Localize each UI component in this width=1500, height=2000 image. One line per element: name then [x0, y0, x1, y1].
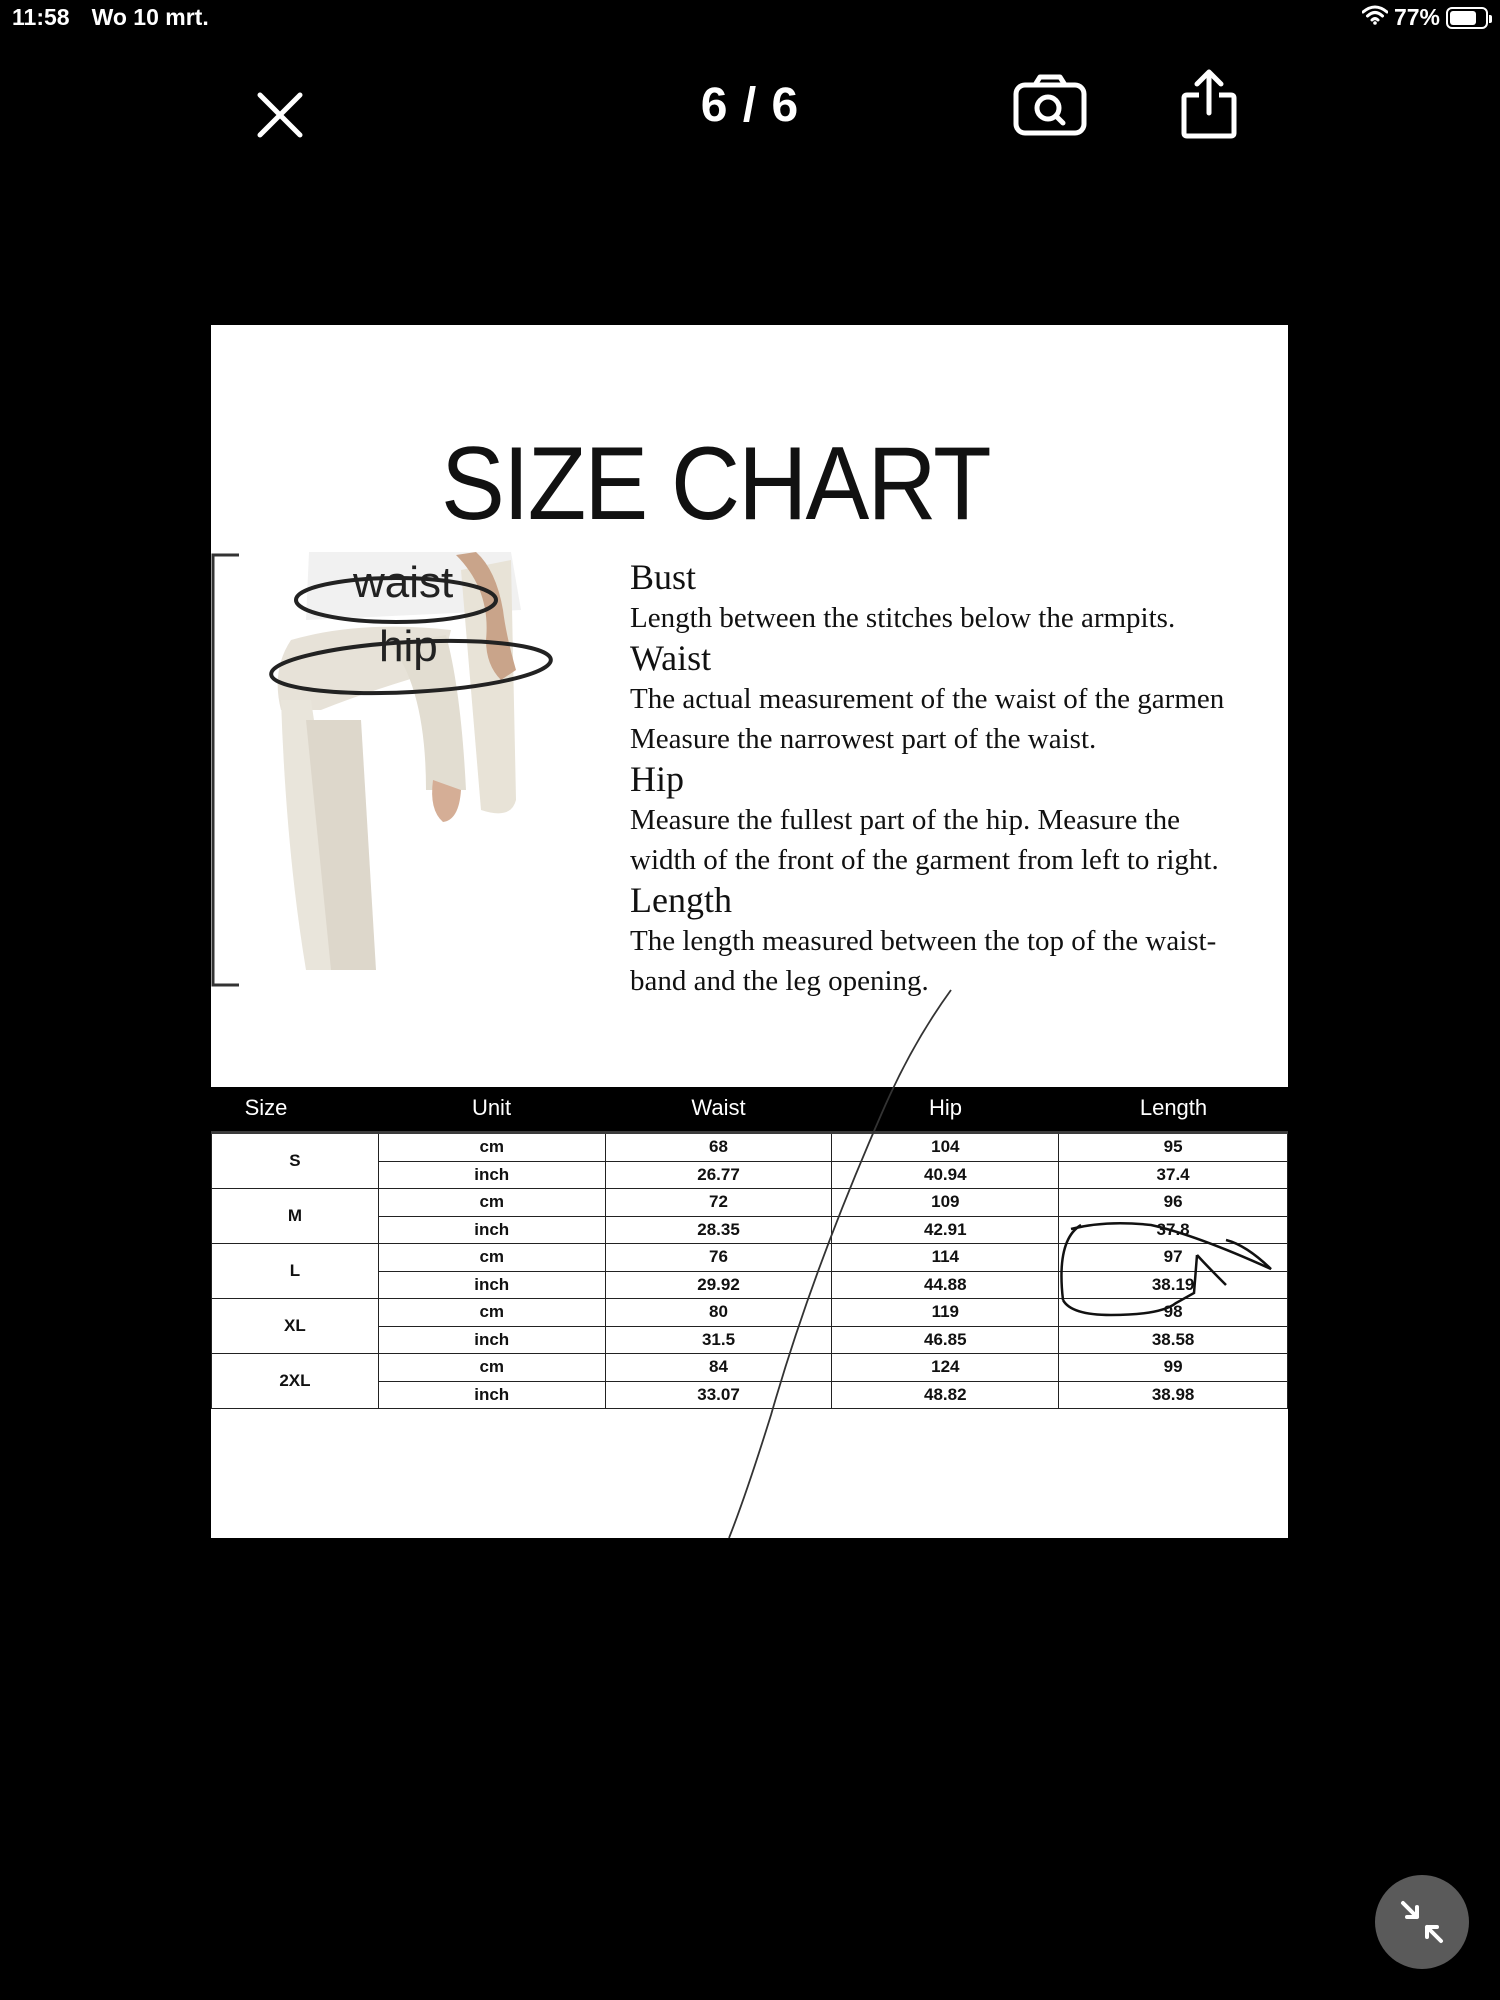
- length-cell: 38.19: [1059, 1271, 1288, 1299]
- waist-cell: 80: [605, 1299, 832, 1327]
- definition-line: The actual measurement of the waist of the garmen: [630, 683, 1225, 715]
- definition-waist: [630, 638, 1288, 759]
- unit-cell: cm: [378, 1354, 605, 1382]
- status-bar-left: [12, 4, 209, 31]
- waist-label: waist: [353, 558, 454, 607]
- size-table-header: [211, 1087, 1288, 1131]
- waist-cell: 29.92: [605, 1271, 832, 1299]
- definition-line: Measure the narrowest part of the waist.: [630, 723, 1097, 755]
- unit-cell: inch: [378, 1216, 605, 1244]
- waist-cell: 26.77: [605, 1161, 832, 1189]
- image-counter: 6 / 6: [700, 79, 800, 132]
- definition-line: Measure the fullest part of the hip. Measure the: [630, 804, 1181, 836]
- hip-cell: 104: [832, 1133, 1059, 1162]
- waist-cell: 76: [605, 1244, 832, 1272]
- camera-icon: [1013, 74, 1087, 136]
- column-header-hip: Hip: [928, 1095, 962, 1120]
- definition-line: width of the front of the garment from left to right.: [630, 844, 1219, 876]
- unit-cell: cm: [378, 1133, 605, 1162]
- hip-cell: 119: [832, 1299, 1059, 1327]
- length-cell: 97: [1059, 1244, 1288, 1272]
- battery-icon: [1446, 7, 1488, 29]
- hip-cell: 114: [832, 1244, 1059, 1272]
- length-cell: 95: [1059, 1133, 1288, 1162]
- visual-lookup-button[interactable]: [1010, 70, 1090, 140]
- definition-bust: [630, 557, 1288, 638]
- length-cell: 98: [1059, 1299, 1288, 1327]
- status-bar-right: [1362, 4, 1488, 31]
- length-cell: 38.98: [1059, 1381, 1288, 1409]
- close-button[interactable]: [250, 85, 310, 145]
- share-icon: [1181, 69, 1237, 139]
- unit-cell: cm: [378, 1299, 605, 1327]
- waist-cell: 28.35: [605, 1216, 832, 1244]
- table-row: [212, 1133, 1288, 1162]
- share-button[interactable]: [1177, 66, 1241, 142]
- size-cell: M: [212, 1189, 379, 1244]
- column-header-size: Size: [244, 1095, 288, 1120]
- size-cell: S: [212, 1133, 379, 1189]
- battery-percentage: 77%: [1393, 4, 1440, 30]
- size-chart-title: SIZE CHART: [441, 426, 990, 542]
- definition-hip: [630, 759, 1288, 880]
- size-cell: L: [212, 1244, 379, 1299]
- length-cell: 37.4: [1059, 1161, 1288, 1189]
- status-date: Wo 10 mrt.: [91, 4, 209, 30]
- definition-line: The length measured between the top of the waist-: [630, 925, 1217, 957]
- measurement-definitions: [630, 557, 1288, 1001]
- hip-cell: 40.94: [832, 1161, 1059, 1189]
- definition-line: Length between the stitches below the armpits.: [630, 602, 1176, 634]
- hip-cell: 46.85: [832, 1326, 1059, 1354]
- hip-cell: 42.91: [832, 1216, 1059, 1244]
- table-row: [212, 1189, 1288, 1217]
- hip-cell: 109: [832, 1189, 1059, 1217]
- hip-cell: 124: [832, 1354, 1059, 1382]
- unit-cell: cm: [378, 1244, 605, 1272]
- wifi-icon: [1362, 4, 1388, 31]
- table-row: [212, 1244, 1288, 1272]
- table-row: [212, 1299, 1288, 1327]
- collapse-icon: [1399, 1899, 1445, 1945]
- size-chart-image: [211, 325, 1288, 1538]
- waist-cell: 68: [605, 1133, 832, 1162]
- definition-line: band and the leg opening.: [630, 965, 929, 997]
- waist-cell: 84: [605, 1354, 832, 1382]
- length-cell: 38.58: [1059, 1326, 1288, 1354]
- hip-label: hip: [379, 622, 438, 671]
- model-figure: [211, 550, 631, 1030]
- size-cell: 2XL: [212, 1354, 379, 1409]
- collapse-button[interactable]: [1375, 1875, 1469, 1969]
- definition-heading: Bust: [630, 557, 697, 597]
- close-icon: [256, 91, 304, 139]
- unit-cell: inch: [378, 1161, 605, 1189]
- definition-heading: Waist: [630, 638, 712, 678]
- definition-length: [630, 880, 1288, 1001]
- waist-cell: 72: [605, 1189, 832, 1217]
- column-header-length: Length: [1139, 1095, 1208, 1120]
- length-cell: 37.8: [1059, 1216, 1288, 1244]
- status-time: 11:58: [12, 4, 70, 30]
- unit-cell: inch: [378, 1381, 605, 1409]
- table-row: [212, 1354, 1288, 1382]
- size-table: [211, 1131, 1288, 1409]
- hip-cell: 48.82: [832, 1381, 1059, 1409]
- hip-cell: 44.88: [832, 1271, 1059, 1299]
- length-cell: 99: [1059, 1354, 1288, 1382]
- length-cell: 96: [1059, 1189, 1288, 1217]
- unit-cell: inch: [378, 1271, 605, 1299]
- waist-cell: 31.5: [605, 1326, 832, 1354]
- unit-cell: cm: [378, 1189, 605, 1217]
- definition-heading: Length: [630, 880, 732, 920]
- column-header-waist: Waist: [691, 1095, 746, 1120]
- unit-cell: inch: [378, 1326, 605, 1354]
- size-cell: XL: [212, 1299, 379, 1354]
- definition-heading: Hip: [630, 759, 684, 799]
- waist-cell: 33.07: [605, 1381, 832, 1409]
- column-header-unit: Unit: [471, 1095, 512, 1120]
